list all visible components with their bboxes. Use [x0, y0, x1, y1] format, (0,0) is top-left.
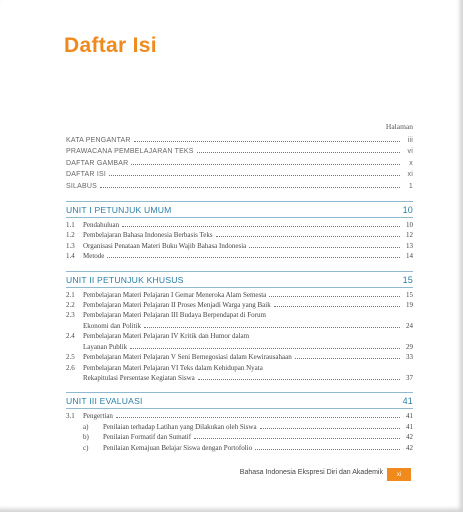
entry-page: 12 — [406, 231, 413, 240]
toc-entry[interactable] — [66, 220, 413, 230]
leader-dots — [109, 169, 400, 176]
unit-title: UNIT I PETUNJUK UMUM — [66, 205, 172, 216]
entry-label: PRAWACANA PEMBELAJARAN TEKS — [66, 148, 194, 156]
leader-dots — [194, 432, 400, 439]
entry-page: 42 — [406, 433, 413, 442]
entry-label: Penilaian terhadap Latihan yang Dilakukan oleh Siswa — [103, 422, 257, 431]
entry-page: 33 — [406, 353, 413, 362]
entry-number: 3.1 — [66, 412, 75, 421]
entry-page: 41 — [406, 412, 413, 421]
table-of-contents — [66, 122, 413, 453]
entry-label: Pembelajaran Materi Pelajaran IV Kritik dan Humor dalam — [83, 332, 250, 341]
entry-label: Ekonomi dan Politik — [83, 321, 141, 330]
entry-number: a) — [83, 422, 89, 431]
entry-page: 13 — [406, 241, 413, 250]
entry-page: 15 — [406, 290, 413, 299]
leader-dots — [198, 373, 400, 380]
unit-page: 15 — [402, 274, 413, 285]
entry-label: Penilaian Formatif dan Sumatif — [103, 433, 192, 442]
entry-number: 1.2 — [66, 231, 75, 240]
leader-dots — [249, 241, 400, 248]
entry-label: Pembelajaran Materi Pelajaran V Seni Bernegosiasi dalam Kewirausahaan — [83, 353, 292, 362]
entry-number: 2.3 — [66, 311, 75, 320]
leader-dots — [107, 251, 400, 258]
book-title: Bahasa Indonesia Ekspresi Diri dan Akademik — [239, 469, 383, 476]
unit-title: UNIT III EVALUASI — [66, 396, 143, 407]
toc-entry[interactable] — [66, 331, 413, 341]
leader-dots — [269, 290, 400, 297]
toc-entry-prawacana[interactable] — [66, 146, 413, 157]
entry-label: DAFTAR ISI — [66, 171, 106, 179]
page-number-badge: xi — [387, 468, 411, 481]
unit-title: UNIT II PETUNJUK KHUSUS — [66, 274, 184, 285]
unit-heading-1[interactable] — [66, 201, 413, 218]
entry-label: Rekapitulasi Persentase Kegiatan Siswa — [83, 373, 195, 382]
toc-entry-continuation[interactable] — [66, 342, 413, 352]
leader-dots — [274, 300, 400, 307]
entry-label: Metode — [83, 252, 105, 261]
toc-entry-continuation[interactable] — [66, 321, 413, 331]
entry-number: 2.2 — [66, 301, 75, 310]
entry-number: 1.4 — [66, 252, 75, 261]
entry-page: 19 — [406, 301, 413, 310]
entry-label: Pembelajaran Materi Pelajaran VI Teks dalam Kehidupan Nyata — [83, 363, 263, 372]
halaman-header: Halaman — [385, 122, 413, 131]
unit-page: 41 — [402, 396, 413, 407]
toc-subentry[interactable] — [66, 443, 413, 453]
entry-number: 2.4 — [66, 332, 75, 341]
entry-label: Pengertian — [83, 412, 113, 421]
toc-entry[interactable] — [66, 300, 413, 310]
entry-page: 24 — [406, 321, 413, 330]
toc-entry-silabus[interactable] — [66, 181, 413, 192]
unit-page: 10 — [402, 205, 413, 216]
entry-number: 1.3 — [66, 241, 75, 250]
entry-label: Pendahuluan — [83, 221, 120, 230]
entry-page: 14 — [406, 252, 413, 261]
toc-entry-kata-pengantar[interactable] — [66, 135, 413, 146]
entry-page: 41 — [406, 422, 413, 431]
toc-entry[interactable] — [66, 411, 413, 421]
toc-subentry[interactable] — [66, 432, 413, 442]
leader-dots — [255, 443, 400, 450]
entry-label: SILABUS — [66, 182, 97, 190]
page-footer — [0, 469, 463, 481]
leader-dots — [122, 220, 400, 227]
entry-number: 1.1 — [66, 221, 75, 230]
entry-label: Penilaian Kemajuan Belajar Siswa dengan Portofolio — [103, 443, 253, 452]
leader-dots — [131, 158, 400, 165]
toc-entry[interactable] — [66, 290, 413, 300]
leader-dots — [216, 230, 400, 237]
entry-page: 37 — [406, 373, 413, 382]
toc-subentry[interactable] — [66, 422, 413, 432]
entry-label: Pembelajaran Bahasa Indonesia Berbasis Teks — [83, 231, 213, 240]
toc-entry-daftar-isi[interactable] — [66, 169, 413, 180]
toc-entry[interactable] — [66, 241, 413, 251]
toc-entry-daftar-gambar[interactable] — [66, 158, 413, 169]
entry-label: Layanan Publik — [83, 342, 128, 351]
entry-page: 42 — [406, 443, 413, 452]
page-title: Daftar Isi — [64, 34, 157, 57]
toc-entry[interactable] — [66, 230, 413, 240]
leader-dots — [134, 135, 400, 142]
entry-number: 2.1 — [66, 290, 75, 299]
unit-heading-3[interactable] — [66, 392, 413, 409]
entry-label: DAFTAR GAMBAR — [66, 159, 129, 167]
entry-number: c) — [83, 443, 89, 452]
toc-entry[interactable] — [66, 251, 413, 261]
leader-dots — [130, 342, 400, 349]
entry-number: 2.5 — [66, 353, 75, 362]
unit-heading-2[interactable] — [66, 271, 413, 288]
entry-page: 1 — [408, 182, 413, 190]
entry-number: 2.6 — [66, 363, 75, 372]
leader-dots — [144, 321, 400, 328]
entry-page: x — [409, 159, 413, 167]
entry-number: b) — [83, 433, 89, 442]
entry-page: vi — [407, 148, 413, 156]
entry-label: Pembelajaran Materi Pelajaran I Gemar Meneroka Alam Semesta — [83, 290, 267, 299]
entry-page: 10 — [406, 221, 413, 230]
entry-page: 29 — [406, 342, 413, 351]
toc-entry[interactable] — [66, 352, 413, 362]
leader-dots — [116, 411, 400, 418]
entry-label: KATA PENGANTAR — [66, 137, 131, 144]
toc-entry[interactable] — [66, 310, 413, 320]
entry-label: Pembelajaran Materi Pelajaran III Budaya Berpendapat di Forum — [83, 311, 266, 320]
leader-dots — [260, 422, 400, 429]
entry-label: Organisasi Penataan Materi Buku Wajib Bahasa Indonesia — [83, 241, 247, 250]
toc-entry[interactable] — [66, 363, 413, 373]
leader-dots — [100, 181, 400, 188]
leader-dots — [197, 146, 400, 153]
entry-page: xi — [407, 171, 413, 179]
entry-label: Pembelajaran Materi Pelajaran II Proses Menjadi Warga yang Baik — [83, 301, 271, 310]
toc-entry-continuation[interactable] — [66, 373, 413, 383]
leader-dots — [295, 352, 400, 359]
entry-page: iii — [407, 137, 413, 144]
